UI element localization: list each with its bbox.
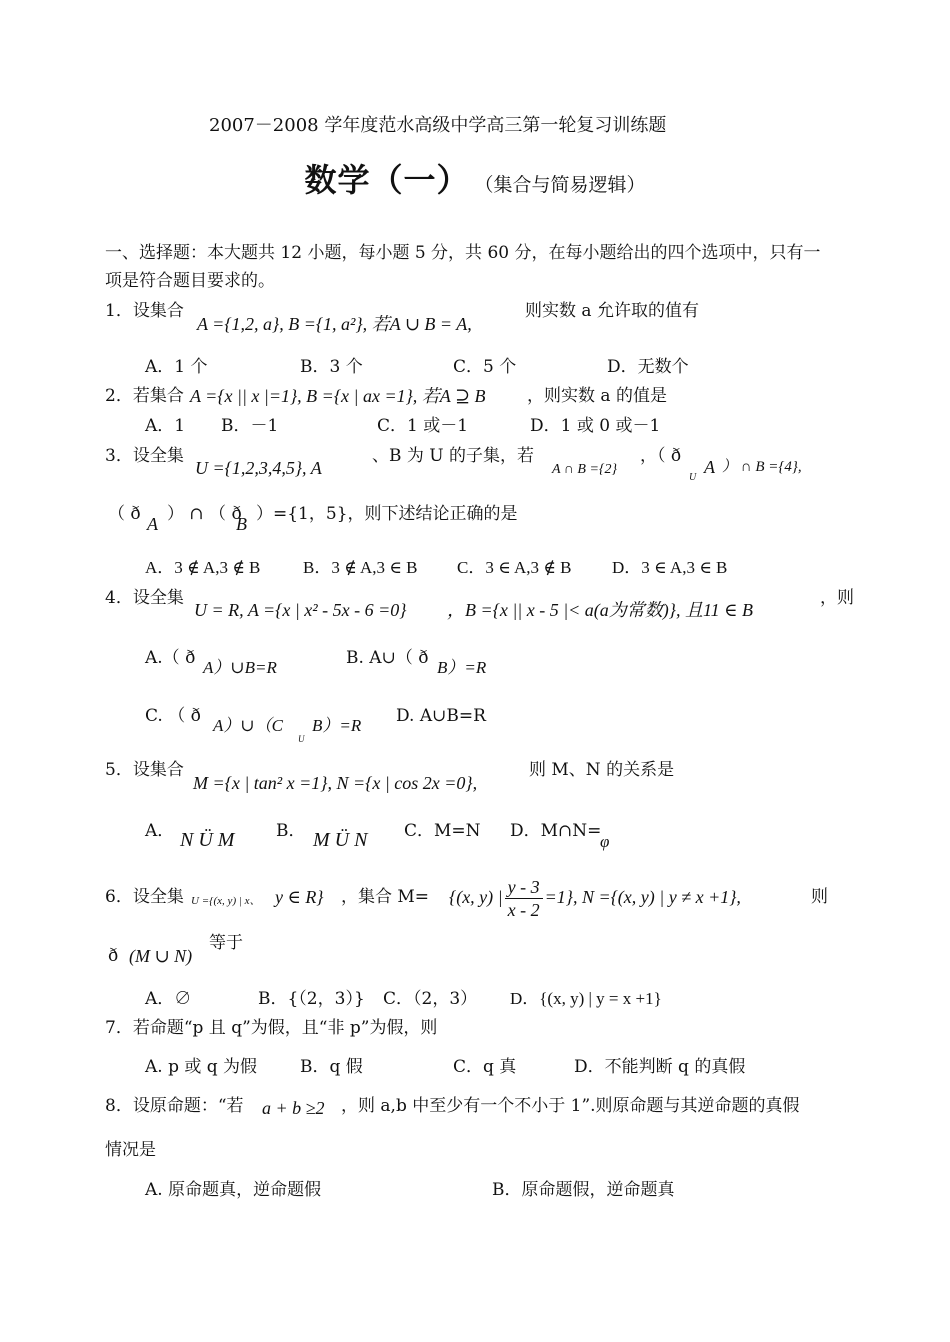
- q6-option-a: A．∅: [145, 989, 192, 1009]
- q4-math2: ，B ={x || x - 5 |< a(a为常数)}, 且11 ∈ B: [447, 600, 753, 620]
- q3-lead: 3．设全集: [105, 446, 184, 466]
- q4-option-b-rest: B）=R: [437, 658, 487, 677]
- q3-set-a: A: [704, 457, 715, 477]
- q3-mid: 、B 为 U 的子集，若: [372, 446, 535, 466]
- section-intro-line2: 项是符合题目要求的。: [105, 271, 275, 291]
- q8-tail: ，则 a,b 中至少有一个不小于 1”.则原命题与其逆命题的真假: [341, 1096, 800, 1116]
- q2-option-c: C．1 或－1: [377, 416, 469, 436]
- q3-math4: ） ∩ B ={4},: [722, 459, 802, 475]
- q6-lead: 6．设全集: [105, 887, 184, 907]
- q4-option-c-sub: U: [298, 734, 305, 744]
- q4-option-c-open: C. （ ð: [145, 706, 201, 726]
- q5-math: M ={x | tan² x =1}, N ={x | cos 2x =0},: [193, 773, 478, 793]
- q6-union: (M ∪ N): [129, 946, 193, 966]
- q1-option-d: D．无数个: [607, 357, 689, 377]
- q3-line2-a: （ ð: [108, 504, 141, 524]
- q2-option-d: D．1 或 0 或－1: [530, 416, 661, 436]
- q3-option-c: C．3 ∈ A,3 ∉ B: [457, 558, 572, 577]
- q8-option-a: A. 原命题真，逆命题假: [145, 1180, 322, 1200]
- q4-tail: ，则: [820, 588, 854, 608]
- q5-option-d-math: φ: [600, 832, 610, 851]
- q6-tail: 则: [811, 887, 828, 907]
- q3-line2-e: ）={1，5}，则下述结论正确的是: [256, 504, 518, 524]
- q7-option-a: A. p 或 q 为假: [145, 1057, 258, 1077]
- q3-option-b: B．3 ∉ A,3 ∈ B: [303, 558, 418, 577]
- q4-option-c-mid: A）∪（C: [213, 716, 283, 735]
- q6-fraction: [505, 876, 543, 921]
- q1-option-b: B．3 个: [300, 357, 363, 377]
- q6-option-d: D．{(x, y) | y = x +1}: [510, 989, 662, 1008]
- q3-option-a: A．3 ∉ A,3 ∉ B: [145, 558, 261, 577]
- q6-frac-pre: {(x, y) |: [449, 887, 503, 907]
- q5-option-b-math: M Ü N: [313, 829, 368, 851]
- q5-option-a-label: A．: [145, 821, 175, 841]
- q3-math2: A ∩ B ={2}: [552, 462, 618, 477]
- section-intro-line1: 一、选择题：本大题共 12 小题，每小题 5 分，共 60 分，在每小题给出的四个选项中，只有一: [105, 243, 821, 263]
- q5-option-b-label: B．: [276, 821, 306, 841]
- q6-fraction-expr: [449, 875, 741, 921]
- q5-option-d: D．M∩N=: [510, 821, 602, 841]
- q6-complement: ð: [108, 946, 119, 966]
- q6-option-c: C．（2，3）: [383, 989, 478, 1009]
- q7-text: 7．若命题“p 且 q”为假，且“非 p”为假，则: [105, 1018, 438, 1038]
- page-title: [0, 160, 950, 206]
- q5-tail: 则 M、N 的关系是: [529, 760, 675, 780]
- q3-line2-set-b: B: [236, 514, 247, 534]
- q8-lead: 8．设原命题：“若: [105, 1096, 244, 1116]
- q6-frac-num: y - 3: [505, 876, 543, 899]
- q8-option-b: B．原命题假，逆命题真: [492, 1180, 675, 1200]
- q3-line2-c: ） ∩ （ ð: [167, 504, 242, 524]
- q7-option-c: C．q 真: [453, 1057, 517, 1077]
- q3-math1: U ={1,2,3,4,5}, A: [195, 458, 322, 478]
- title-main: 数学（一）: [304, 161, 470, 199]
- q6-frac-post: =1}, N ={(x, y) | y ≠ x +1},: [544, 887, 741, 907]
- q3-option-d: D．3 ∈ A,3 ∈ B: [612, 558, 728, 577]
- q6-math1: y ∈ R}: [275, 887, 324, 907]
- q4-lead: 4．设全集: [105, 588, 184, 608]
- q7-option-d: D．不能判断 q 的真假: [574, 1057, 746, 1077]
- q2-lead: 2．若集合: [105, 386, 184, 406]
- q4-option-b-open: B. A∪（ ð: [346, 648, 429, 668]
- q4-option-c-rest: B）=R: [312, 716, 362, 735]
- q6-mid: ，集合 M=: [341, 887, 430, 907]
- title-sub: （集合与简易逻辑）: [474, 174, 646, 196]
- q1-math: A ={1,2, a}, B ={1, a²}, 若A ∪ B = A,: [197, 314, 472, 334]
- q5-option-a-math: N Ü M: [180, 829, 235, 851]
- q3-sub-u: U: [689, 472, 697, 483]
- q1-tail: 则实数 a 允许取的值有: [525, 301, 699, 321]
- q6-option-b: B．{（2，3）}: [258, 989, 365, 1009]
- q1-lead: 1．设集合: [105, 301, 184, 321]
- q1-option-c: C．5 个: [453, 357, 517, 377]
- q6-frac-den: x - 2: [507, 900, 540, 921]
- q4-math: U = R, A ={x | x² - 5x - 6 =0}: [194, 600, 407, 620]
- q1-option-a: A．1 个: [145, 357, 208, 377]
- q6-equals-text: 等于: [209, 933, 243, 953]
- q3-line2-set-a: A: [147, 514, 158, 534]
- q5-lead: 5．设集合: [105, 760, 184, 780]
- q2-math: A ={x || x |=1}, B ={x | ax =1}, 若A ⊇ B: [190, 386, 486, 406]
- q8-math: a + b ≥2: [262, 1098, 325, 1118]
- q2-tail: ，则实数 a 的值是: [527, 386, 667, 406]
- exam-header: 2007－2008 学年度范水高级中学高三第一轮复习训练题: [209, 115, 667, 136]
- q2-option-a: A．1: [145, 416, 186, 436]
- q4-option-a-open: A.（ ð: [145, 648, 196, 668]
- q4-option-a-rest: A）∪B=R: [203, 658, 277, 677]
- q7-option-b: B．q 假: [300, 1057, 363, 1077]
- q4-option-d: D. A∪B=R: [396, 706, 486, 726]
- q3-complement-a: ，（ ð: [640, 446, 682, 466]
- q2-option-b: B．－1: [221, 416, 279, 436]
- q8-line2: 情况是: [105, 1140, 156, 1160]
- q6-small: U ={(x, y) | x、: [191, 895, 261, 907]
- q5-option-c: C．M=N: [404, 821, 481, 841]
